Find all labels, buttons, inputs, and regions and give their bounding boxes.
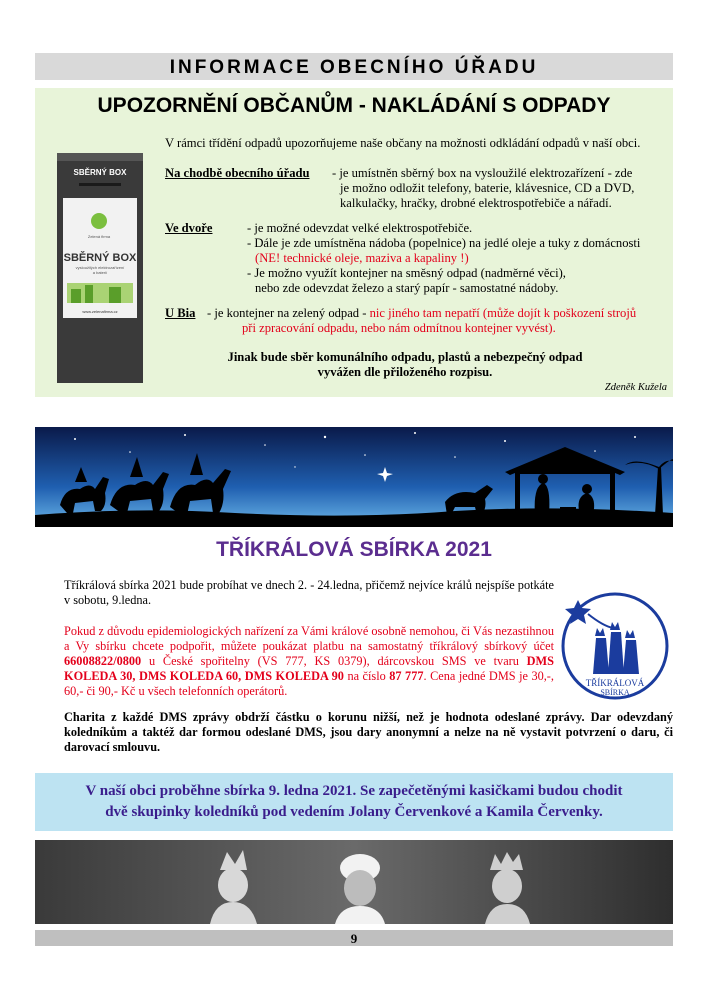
corridor-line: - je umístněn sběrný box na vysloužilé elektrozařízení - zde [332, 166, 633, 180]
yard-line: nebo zde odevzdat železo a starý papír - samostatné nádoby. [255, 281, 559, 295]
collection-p2-b: u České spořitelny (VS 777, KS 0379), dárcovskou SMS ve tvaru [141, 654, 527, 668]
nativity-banner-image [35, 427, 673, 527]
bin-main-label: SBĚRNÝ BOX [63, 252, 137, 264]
bin-sub-label: vysloužilých elektrozařízení [75, 265, 125, 270]
bia-warning-cont: při zpracování odpadu, nebo nám odmítnou kontejner vyvést). [242, 321, 556, 335]
corridor-line: kalkulačky, hračky, drobné elektrospotřebiče a nářadí. [340, 196, 612, 210]
yard-line: - je možné odevzdat velké elektrospotřebiče. [247, 221, 473, 235]
waste-notice-title: UPOZORNĚNÍ OBČANŮM - NAKLÁDÁNÍ S ODPADY [97, 94, 611, 117]
collection-title: TŘÍKRÁLOVÁ SBÍRKA 2021 [216, 538, 492, 561]
yard-warning: (NE! technické oleje, maziva a kapaliny !) [255, 251, 469, 265]
collection-paragraph-3: Charita z každé DMS zprávy obdrží částku o korunu nižší, než je hodnota odeslané zprávy. Dar odevzdaný koledníkům a taktéž dar formou odeslané DMS, jsou dary anonymní a nelze na ně vystavit potvrzení o daru, či darovací smlouvu. [64, 710, 673, 754]
logo-line-2: SBÍRKA [600, 688, 630, 697]
carol-singers-photo [35, 840, 673, 924]
bia-description: - je kontejner na zelený odpad - [207, 306, 367, 320]
bia-warning: nic jiného tam nepatří (může dojít k poškození strojů [369, 306, 637, 320]
collection-p2-a: Pokud z důvodu epidemiologických nařízení za Vámi králové osobně nemohou, či Vás nezastihnou a Vy sbírku chcete podpořit, můžete poukázat platbu na samostatný tříkrálový sbírkový účet [64, 624, 554, 653]
collection-p1-text: Tříkrálová sbírka 2021 bude probíhat ve dnech 2. - 24.ledna, přičemž nejvíce králů nejspíše potkáte v sobotu, 9.ledna. [64, 578, 555, 607]
waste-intro: V rámci třídění odpadů upozorňujeme naše občany na možnosti odkládání odpadů v naší obci. [165, 136, 641, 150]
page-number-bar [35, 930, 673, 946]
collection-paragraph-2 [64, 624, 554, 699]
signature: Zdeněk Kužela [604, 382, 667, 393]
notice-line-1: V naší obci proběhne sbírka 9. ledna 2021. Se zapečetěnými kasičkami budou chodit [85, 783, 623, 799]
waste-closing-2: vyvážen dle přiloženého rozpisu. [317, 365, 493, 379]
yard-line: - Dále je zde umístněna nádoba (popelnice) na jedlé oleje a tuky z domácnosti [247, 236, 641, 250]
notice-line-2: dvě skupinky koledníků pod vedením Jolany Červenkové a Kamila Červenky. [105, 804, 603, 820]
bia-text [207, 306, 636, 321]
collection-p2-c: na číslo [343, 669, 390, 683]
section-header: INFORMACE OBECNÍHO ÚŘADU [35, 53, 673, 80]
collection-date-notice [35, 773, 673, 831]
collection-paragraph-1 [64, 578, 554, 608]
waste-notice-box [35, 88, 673, 397]
collection-box-image [49, 143, 149, 388]
waste-closing-1: Jinak bude sběr komunálního odpadu, plastů a nebezpečný odpad [227, 350, 583, 364]
bin-url: www.zelenafirma.cz [82, 309, 118, 314]
collection-account: 66008822/0800 [64, 654, 142, 668]
yard-line: - Je možno využít kontejner na směsný odpad (nadměrné věci), [247, 266, 566, 280]
yard-label: Ve dvoře [165, 221, 213, 235]
collection-sms: DMS KOLEDA 30, DMS KOLEDA 60, DMS KOLEDA 90 [64, 654, 554, 683]
page-number: 9 [350, 931, 358, 946]
trikralova-sbirka-logo [558, 586, 673, 701]
collection-sms-number: 87 777 [389, 669, 424, 683]
bia-label: U Bia [165, 306, 196, 320]
bin-top-label: SBĚRNÝ BOX [73, 168, 127, 177]
corridor-line: je možno odložit telefony, baterie, klávesnice, CD a DVD, [340, 181, 635, 195]
bin-sub-label-2: a baterií [92, 270, 108, 275]
bin-brand: Zelená firma [87, 234, 111, 239]
corridor-label: Na chodbě obecního úřadu [165, 166, 310, 180]
collection-p2-d: . Cena jedné DMS je 30,-, 60,- či 90,- Kč u všech telefonních operátorů. [64, 669, 554, 698]
logo-line-1: TŘÍKRÁLOVÁ [585, 678, 645, 688]
